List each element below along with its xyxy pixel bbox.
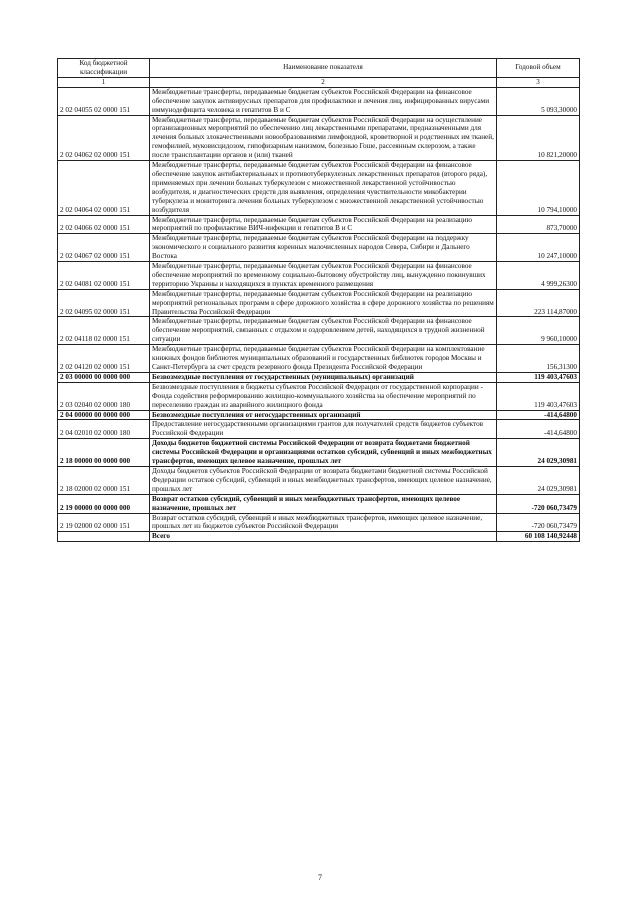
column-number-row xyxy=(58,77,580,87)
row-code: 2 02 04067 02 0000 151 xyxy=(58,234,150,262)
header-name: Наименование показателя xyxy=(150,59,497,78)
row-volume: 4 999,26300 xyxy=(497,262,580,290)
row-code: 2 03 00000 00 0000 000 xyxy=(58,372,150,382)
row-volume: 119 403,47603 xyxy=(497,382,580,410)
row-name: Безвозмездные поступления от государственных (муниципальных) организаций xyxy=(150,372,497,382)
table-row xyxy=(58,317,580,345)
row-code: 2 02 04081 02 0000 151 xyxy=(58,262,150,290)
table-row xyxy=(58,289,580,317)
row-name: Предоставление негосударственными организациями грантов для получателей средств бюджетов субъектов Российской Федерации xyxy=(150,420,497,439)
row-code: 2 04 00000 00 0000 000 xyxy=(58,410,150,420)
table-row xyxy=(58,215,580,234)
row-code: 2 19 02000 02 0000 151 xyxy=(58,513,150,532)
table-row xyxy=(58,513,580,532)
table-row xyxy=(58,466,580,494)
row-name: Возврат остатков субсидий, субвенций и иных межбюджетных трансфертов, имеющих целевое назначение, прошлых лет из бюджетов субъектов Российской Федерации xyxy=(150,513,497,532)
table-row-total xyxy=(58,410,580,420)
table-row xyxy=(58,161,580,215)
row-code: 2 02 04118 02 0000 151 xyxy=(58,317,150,345)
row-name: Возврат остатков субсидий, субвенций и иных межбюджетных трансфертов, имеющих целевое назначение, прошлых лет xyxy=(150,494,497,513)
row-volume: 10 821,20000 xyxy=(497,115,580,161)
row-name: Безвозмездные поступления в бюджеты субъектов Российской Федерации от государственной корпорации - Фонда содействия реформированию жилищно-коммунального хозяйства на обеспечение мероприятий по переселению граждан из аварийного жилищного фонда xyxy=(150,382,497,410)
row-volume: 60 108 140,92448 xyxy=(497,532,580,542)
table-row xyxy=(58,382,580,410)
row-volume: 10 794,10000 xyxy=(497,161,580,215)
row-name: Межбюджетные трансферты, передаваемые бюджетам субъектов Российской Федерации на реализацию мероприятий по профилактике ВИЧ-инфекции и гепатитов B и C xyxy=(150,215,497,234)
row-name: Доходы бюджетов бюджетной системы Российской Федерации от возврата бюджетами бюджетной системы Российской Федерации и организациями остатков субсидий, субвенций и иных межбюджетных трансфертов, имеющих целевое назначение, прошлых лет xyxy=(150,439,497,467)
row-name: Межбюджетные трансферты, передаваемые бюджетам субъектов Российской Федерации на финансовое обеспечение закупок антибактериальных и противотуберкулезных лекарственных препаратов (второго ряда), применяемых при лечении больных туберкулезом с множественной лекарственной устойчивостью возбудителя, и диагностических средств для выявления, определения чувствительности микобактерии туберкулеза и мониторинга лечения больных туберкулезом с множественной лекарственной устойчивостью возбудителя xyxy=(150,161,497,215)
table-row-total xyxy=(58,439,580,467)
row-volume: 223 114,87000 xyxy=(497,289,580,317)
column-number: 2 xyxy=(150,77,497,87)
table-row xyxy=(58,234,580,262)
row-name: Межбюджетные трансферты, передаваемые бюджетам субъектов Российской Федерации на комплектование книжных фондов библиотек муниципальных образований и государственных библиотек городов Москвы и Санкт-Петербурга за счет средств резервного фонда Президента Российской Федерации xyxy=(150,345,497,373)
table-row-total xyxy=(58,532,580,542)
row-volume: 156,31300 xyxy=(497,345,580,373)
table-row-total xyxy=(58,372,580,382)
row-code: 2 02 04064 02 0000 151 xyxy=(58,161,150,215)
row-name: Всего xyxy=(150,532,497,542)
row-name: Доходы бюджетов субъектов Российской Федерации от возврата бюджетами бюджетной системы Российской Федерации остатков субсидий, субвенций и иных межбюджетных трансфертов, имеющих целевое назначение, прошлых лет xyxy=(150,466,497,494)
row-volume: 24 029,30981 xyxy=(497,466,580,494)
row-name: Межбюджетные трансферты, передаваемые бюджетам субъектов Российской Федерации на финансовое обеспечение закупок антивирусных препаратов для профилактики и лечения лиц, инфицированных вирусами иммунодефицита человека и гепатитов B и C xyxy=(150,87,497,115)
row-name: Межбюджетные трансферты, передаваемые бюджетам субъектов Российской Федерации на реализацию мероприятий региональных программ в сфере дорожного хозяйства в сфере дорожного хозяйства по решениям Правительства Российской Федерации xyxy=(150,289,497,317)
table-row xyxy=(58,262,580,290)
table-row xyxy=(58,420,580,439)
table-row xyxy=(58,115,580,161)
row-code: 2 04 02010 02 0000 180 xyxy=(58,420,150,439)
row-volume: 24 029,30981 xyxy=(497,439,580,467)
header-code: Код бюджетной классификации xyxy=(58,59,150,78)
row-code: 2 02 04055 02 0000 151 xyxy=(58,87,150,115)
row-volume: -414,64800 xyxy=(497,420,580,439)
column-number: 1 xyxy=(58,77,150,87)
row-code: 2 02 04120 02 0000 151 xyxy=(58,345,150,373)
row-volume: 5 093,30000 xyxy=(497,87,580,115)
row-code: 2 02 04066 02 0000 151 xyxy=(58,215,150,234)
row-code: 2 19 00000 00 0000 000 xyxy=(58,494,150,513)
page-number: 7 xyxy=(318,873,322,882)
table-row xyxy=(58,87,580,115)
header-volume: Годовой объем xyxy=(497,59,580,78)
column-number: 3 xyxy=(497,77,580,87)
row-name: Межбюджетные трансферты, передаваемые бюджетам субъектов Российской Федерации на финансовое обеспечение мероприятий, связанных с отдыхом и оздоровлением детей, находящихся в трудной жизненной ситуации xyxy=(150,317,497,345)
row-code: 2 18 02000 02 0000 151 xyxy=(58,466,150,494)
row-volume: 10 247,10000 xyxy=(497,234,580,262)
row-code: 2 02 04095 02 0000 151 xyxy=(58,289,150,317)
table-body xyxy=(58,87,580,541)
row-volume: -414,64800 xyxy=(497,410,580,420)
row-volume: -720 060,73479 xyxy=(497,513,580,532)
table-header-row xyxy=(58,59,580,78)
budget-table xyxy=(57,58,580,542)
row-name: Межбюджетные трансферты, передаваемые бюджетам субъектов Российской Федерации на поддержку экономического и социального развития коренных малочисленных народов Севера, Сибири и Дальнего Востока xyxy=(150,234,497,262)
row-code: 2 18 00000 00 0000 000 xyxy=(58,439,150,467)
table-row-total xyxy=(58,494,580,513)
row-code: 2 02 04062 02 0000 151 xyxy=(58,115,150,161)
table-row xyxy=(58,345,580,373)
row-code: 2 03 02040 02 0000 180 xyxy=(58,382,150,410)
row-volume: 873,70000 xyxy=(497,215,580,234)
row-volume: 119 403,47603 xyxy=(497,372,580,382)
row-volume: -720 060,73479 xyxy=(497,494,580,513)
row-code xyxy=(58,532,150,542)
row-name: Межбюджетные трансферты, передаваемые бюджетам субъектов Российской Федерации на осуществление организационных мероприятий по обеспечению лиц лекарственными препаратами, предназначенными для лечения больных злокачественными новообразованиями лимфоидной, кроветворной и родственных им тканей, гемофилией, муковисцидозом, гипофизарным нанизмом, болезнью Гоше, рассеянным склерозом, а также после трансплантации органов и (или) тканей xyxy=(150,115,497,161)
row-name: Межбюджетные трансферты, передаваемые бюджетам субъектов Российской Федерации на финансовое обеспечение мероприятий по временному социально-бытовому обустройству лиц, вынужденно покинувших территорию Украины и находящихся в пунктах временного размещения xyxy=(150,262,497,290)
row-volume: 9 960,10000 xyxy=(497,317,580,345)
row-name: Безвозмездные поступления от негосударственных организаций xyxy=(150,410,497,420)
